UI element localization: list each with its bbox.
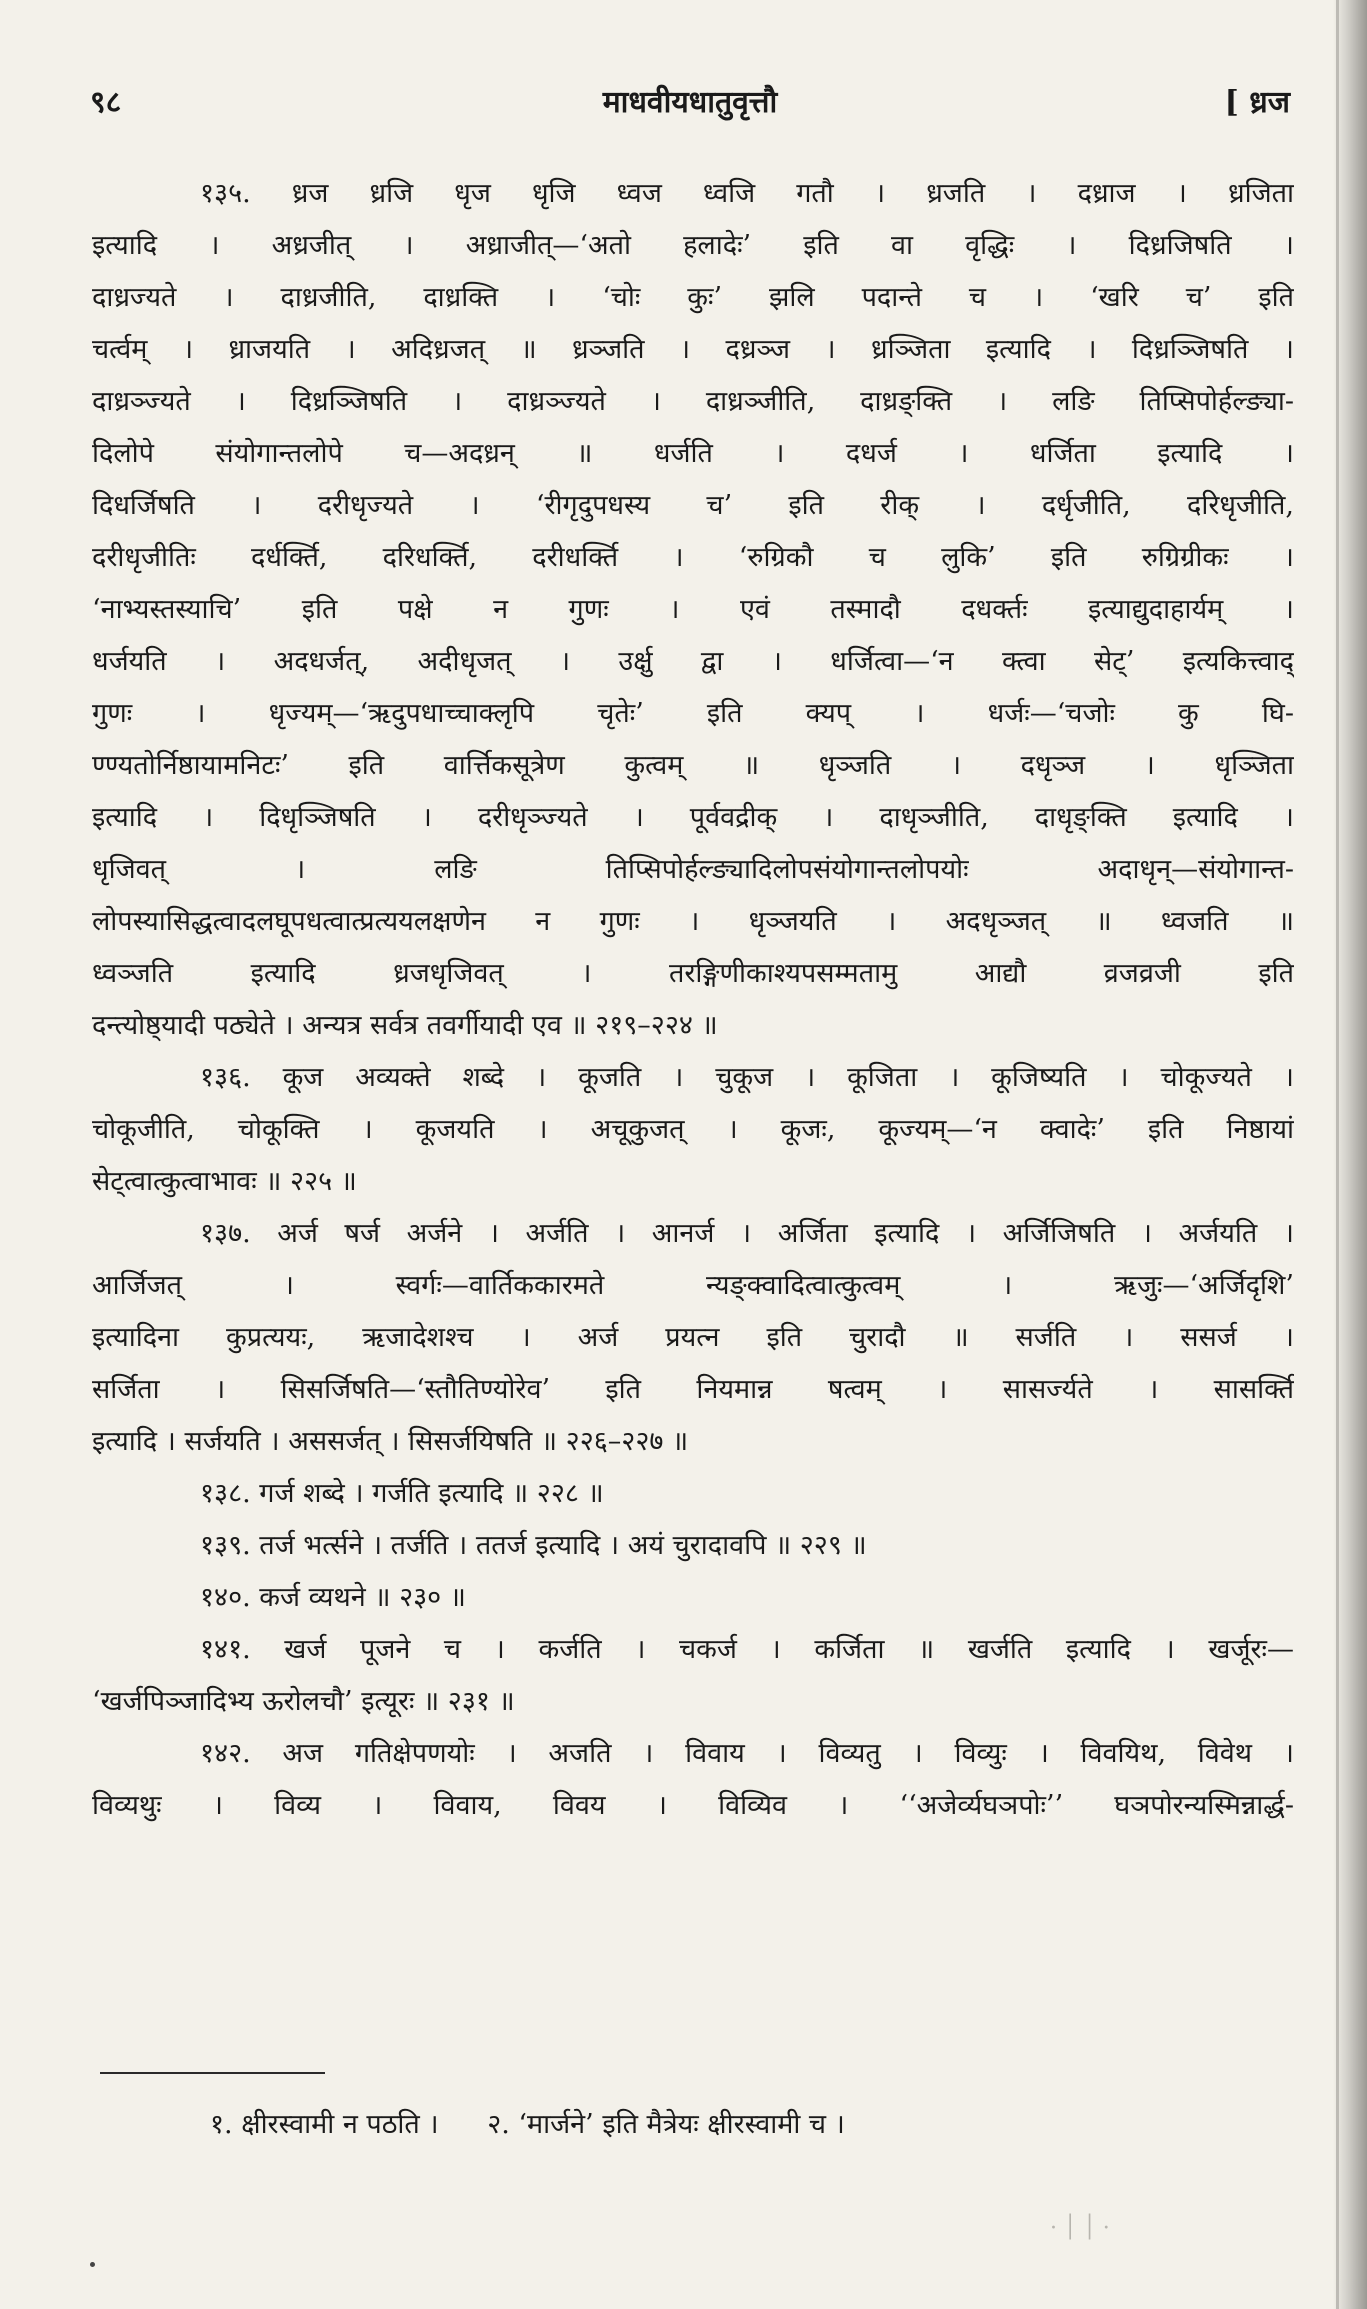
text-line: १३९. तर्ज भर्त्सने । तर्जति । ततर्ज इत्यादि । अयं चुरादावपि ॥ २२९ ॥	[200, 1530, 867, 1561]
text-line: १३६. कूज अव्यक्ते शब्दे । कूजति । चुकूज । कूजिता । कूजिष्यति । चोकूज्यते ।	[200, 1062, 1294, 1093]
page-edge-line	[1336, 0, 1339, 2309]
text-line: दरीधृजीतिः दर्धर्क्ति, दरिधर्क्ति, दरीधर्क्ति । ‘रुग्रिकौ च लुकि’ इति रुग्रिग्रीकः ।	[92, 542, 1294, 573]
text-line: गुणः । धृज्यम्—‘ऋदुपधाच्चाक्लृपि चृतेः’ इति क्यप् । धर्जः—‘चजोः कु घि-	[92, 698, 1294, 729]
text-line: आर्जिजत् । स्वर्गः—वार्तिककारमते न्यङ्क्वादित्वात्कुत्वम् । ऋजुः—‘अर्जिदृशि’	[92, 1270, 1294, 1301]
text-line: १४०. कर्ज व्यथने ॥ २३० ॥	[200, 1582, 466, 1613]
text-line: ‘नाभ्यस्तस्याचि’ इति पक्षे न गुणः । एवं तस्मादौ दधर्क्तः इत्याद्युदाहार्यम् ।	[92, 594, 1294, 625]
text-line: दाध्रञ्ज्यते । दिध्रञ्जिषति । दाध्रञ्ज्यते । दाध्रञ्जीति, दाध्रङ्क्ति । लङि तिप्सिपोर्हल्ङ्या-	[92, 386, 1294, 417]
footnote-2: २. ‘मार्जने’ इति मैत्रेयः क्षीरस्वामी च ।	[487, 2109, 845, 2140]
text-line: दिलोपे संयोगान्तलोपे च—अदध्रन् ॥ धर्जति । दधर्ज । धर्जिता इत्यादि ।	[92, 438, 1294, 469]
text-line: १३८. गर्ज शब्दे । गर्जति इत्यादि ॥ २२८ ॥	[200, 1478, 604, 1509]
text-line: ‘खर्जपिञ्जादिभ्य ऊरोलचौ’ इत्यूरः ॥ २३१ ॥	[92, 1686, 515, 1717]
page-number: ९८	[90, 85, 122, 120]
text-line: ध्वञ्जति इत्यादि ध्रजधृजिवत् । तरङ्गिणीकाश्यपसम्मतामु आद्यौ व्रजव्रजी इति	[92, 958, 1294, 989]
text-line: चोकूजीति, चोकूक्ति । कूजयति । अचूकुजत् । कूजः, कूज्यम्—‘न क्वादेः’ इति निष्ठायां	[92, 1114, 1294, 1145]
footnote-rule	[100, 2072, 325, 2074]
text-line: सर्जिता । सिसर्जिषति—‘स्तौतिण्योरेव’ इति नियमान्न षत्वम् । सासर्ज्यते । सासर्क्ति	[92, 1374, 1294, 1405]
footnotes	[210, 2100, 885, 2150]
footnote-1: १. क्षीरस्वामी न पठति ।	[210, 2109, 439, 2140]
text-line: दन्त्योष्ठ्यादी पठ्येते । अन्यत्र सर्वत्र तवर्गीयादी एव ॥ २१९–२२४ ॥	[92, 1010, 718, 1041]
text-line: दाध्रज्यते । दाध्रजीति, दाध्रक्ति । ‘चोः कुः’ झलि पदान्ते च । ‘खरि च’ इति	[92, 282, 1294, 313]
text-line: इत्यादि । दिधृञ्जिषति । दरीधृञ्ज्यते । पूर्ववद्रीक् । दाधृञ्जीति, दाधृङ्क्ति इत्यादि ।	[92, 802, 1294, 833]
text-line: धर्जयति । अदधर्जत्, अदीधृजत् । उर्क्षु द्वा । धर्जित्वा—‘न क्त्वा सेट्’ इत्यकित्त्वाद्	[92, 646, 1294, 677]
text-line: लोपस्यासिद्धत्वादलघूपधत्वात्प्रत्ययलक्षणेन न गुणः । धृञ्जयति । अदधृञ्जत् ॥ ध्वजति ॥	[92, 906, 1294, 937]
text-line: धृजिवत् । लङि तिप्सिपोर्हल्ङ्यादिलोपसंयोगान्तलोपयोः अदाधृन्—संयोगान्त-	[92, 854, 1294, 885]
text-line: इत्यादिना कुप्रत्ययः, ऋजादेशश्च । अर्ज प्रयत्न इति चुरादौ ॥ सर्जति । ससर्ज ।	[92, 1322, 1294, 1353]
text-line: सेट्त्वात्कुत्वाभावः ॥ २२५ ॥	[92, 1166, 357, 1197]
page-header	[90, 80, 1290, 130]
scan-dot	[90, 2262, 95, 2267]
text-line: दिधर्जिषति । दरीधृज्यते । ‘रीगृदुपधस्य च’ इति रीक् । दर्धृजीति, दरिधृजीति,	[92, 490, 1294, 521]
head-word: [ ध्रज	[1224, 85, 1290, 120]
text-line: १४१. खर्ज पूजने च । कर्जति । चकर्ज । कर्जिता ॥ खर्जति इत्यादि । खर्जूरः—	[200, 1634, 1294, 1665]
text-line: १३७. अर्ज षर्ज अर्जने । अर्जति । आनर्ज । अर्जिता इत्यादि । अर्जिजिषति । अर्जयति ।	[200, 1218, 1294, 1249]
text-line: १४२. अज गतिक्षेपणयोः । अजति । विवाय । विव्यतु । विव्युः । विवयिथ, विवेथ ।	[200, 1738, 1294, 1769]
text-line: इत्यादि । सर्जयति । अससर्जत् । सिसर्जयिषति ॥ २२६–२२७ ॥	[92, 1426, 689, 1457]
text-line: चर्त्वम् । ध्राजयति । अदिध्रजत् ॥ ध्रञ्जति । दध्रञ्ज । ध्रञ्जिता इत्यादि । दिध्रञ्जिषति ।	[92, 334, 1294, 365]
text-line: ण्ण्यतोर्निष्ठायामनिटः’ इति वार्त्तिकसूत्रेण कुत्वम् ॥ धृञ्जति । दधृञ्ज । धृञ्जिता	[92, 750, 1294, 781]
text-line: विव्यथुः । विव्य । विवाय, विवय । विव्यिव । ‘‘अजेर्व्यघञपोः’’ घञपोरन्यस्मिन्नार्द्ध-	[92, 1790, 1294, 1821]
running-title: माधवीयधातुवृत्तौ	[602, 85, 778, 120]
scan-specks: · ׀ ׀ ·	[1050, 2216, 1110, 2241]
text-line: इत्यादि । अध्रजीत् । अध्राजीत्—‘अतो हलादेः’ इति वा वृद्धिः । दिध्रजिषति ।	[92, 230, 1294, 261]
text-line: १३५. ध्रज ध्रजि धृज धृजि ध्वज ध्वजि गतौ । ध्रजति । दध्राज । ध्रजिता	[200, 178, 1294, 209]
body-text	[92, 168, 1294, 1832]
